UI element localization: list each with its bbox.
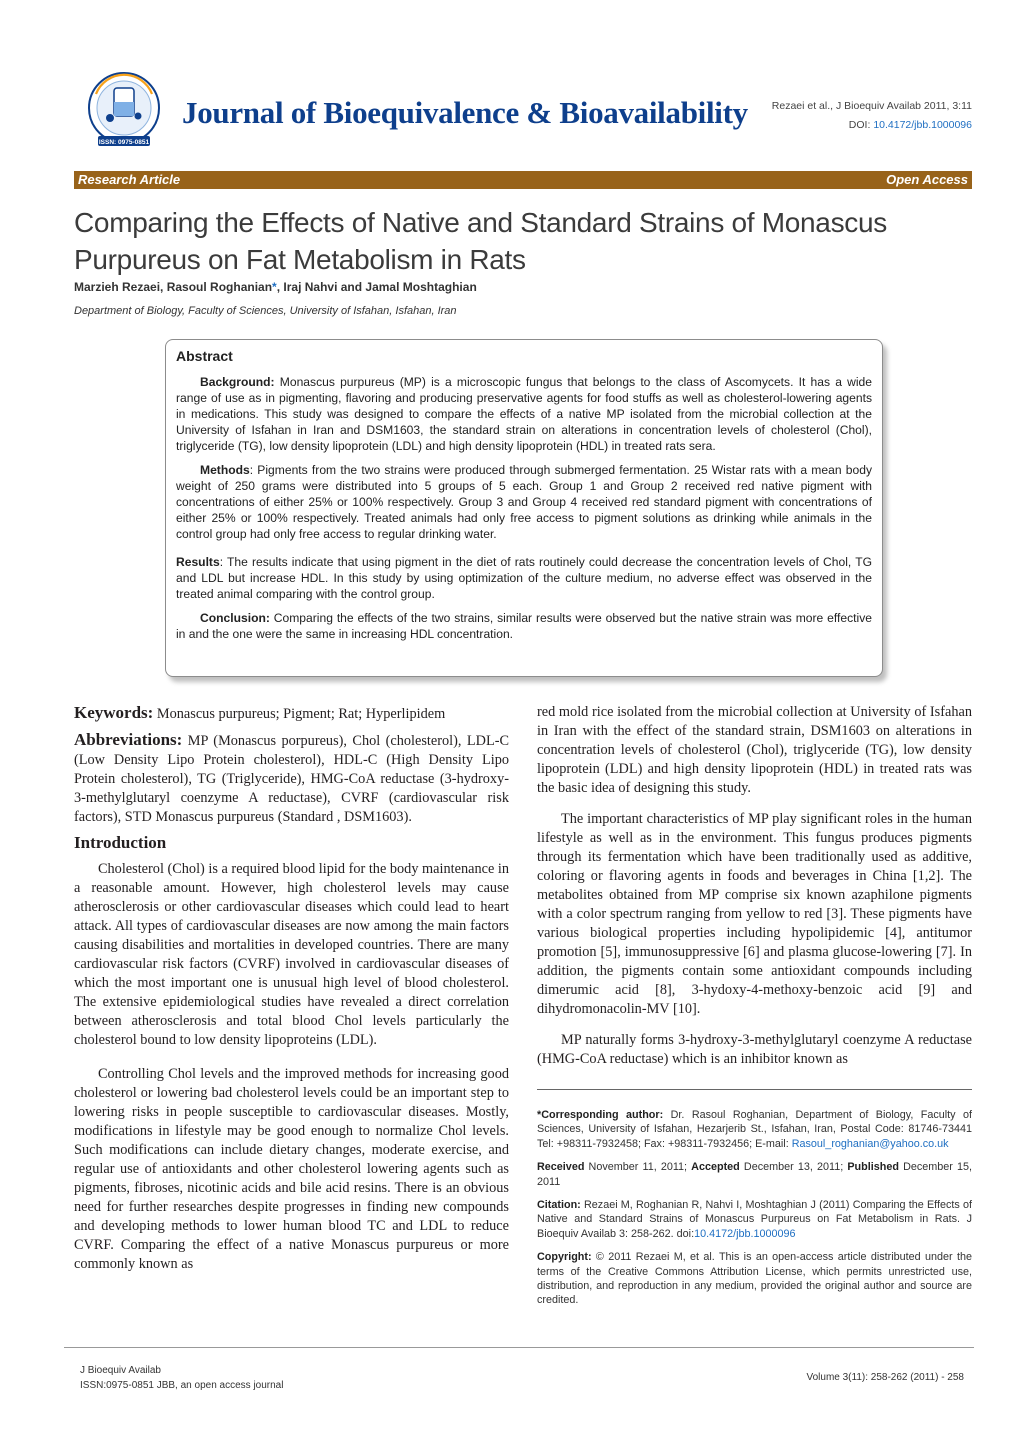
article-type-bar	[74, 171, 972, 189]
footer-journal: J Bioequiv Availab	[80, 1365, 161, 1376]
abstract-conclusion: Conclusion: Comparing the effects of the two strains, similar results were observed but the native strain was more effective in and the one were the same in increasing HDL concentration.	[176, 611, 872, 641]
logo-issn: ISSN: 0975-0851	[98, 139, 150, 146]
abstract-heading: Abstract	[176, 348, 233, 364]
footer-volume: Volume 3(11): 258-262 (2011) - 258	[806, 1372, 964, 1383]
article-type: Research Article	[78, 172, 181, 187]
doi-label: DOI:	[848, 119, 871, 131]
corresponding-author: *Corresponding author: Dr. Rasoul Roghanian, Department of Biology, Faculty of Sciences, University of Isfahan, Hezarjerib St., Isfahan, Iran, Postal Code: 81746-73441 Tel: +98311-7932458; Fax: +98311-7932456; E-mail: Rasoul_roghanian@yahoo.co.uk	[537, 1109, 972, 1150]
footer-left	[80, 1363, 283, 1393]
dates: Received November 11, 2011; Accepted December 13, 2011; Published December 15, 2011	[537, 1161, 973, 1188]
abstract-methods: Methods: Pigments from the two strains were produced through submerged fermentation. 25 Wistar rats with a mean body weight of 250 grams were distributed into 5 groups of 5 each. Group 1 and Group 2 received red native pigment with concentrations of either 25% or 100% respectively. Group 3 and Group 4 received red standard pigment with concentrations of either 25% or 100% respectively. Treated animals had only free access to pigment solutions as drinking while animals in the control group had only free access to regular drinking water.	[176, 463, 872, 541]
footer-divider	[64, 1347, 974, 1348]
authors-rest: , Iraj Nahvi and Jamal Moshtaghian	[276, 280, 477, 294]
citation-line: Rezaei et al., J Bioequiv Availab 2011, 3:11	[771, 100, 972, 112]
abbreviations: Abbreviations: MP (Monascus porpureus), Chol (cholesterol), LDL-C (Low Density Lipo Protein cholesterol), HDL-C (High Density Lipo Protein cholesterol), TG (Triglyceride), HMG-CoA reductase (3-hydroxy-3-methylglutaryl coenzyme A reductase), CVRF (cardiovascular risk factors), STD Monascus purpureus (Standard , DSM1603).	[74, 730, 509, 825]
body-paragraph-2: The important characteristics of MP play significant roles in the human lifestyle as well as in the environment. This fungus produces pigments through its fermentation which have been traditionally used as additive, coloring or flavoring agents in foods and beverages in China [1,2]. The metabolites obtained from MP comprise six known azaphilone pigments with a color spectrum ranging from yellow to red [3]. These pigments have various biological properties including hypolipidemic [4], antitumor promotion [5], immunosuppressive [6] and plasma glucose-lowering [7]. In addition, the pigments contain some antioxidant compounds including dimerumic acid [8], 3-hydoxy-4-methoxy-benzoic acid [9] and dihydromonacolin-MV [10].	[537, 811, 972, 1017]
journal-logo	[76, 70, 172, 152]
notes-divider	[537, 1089, 972, 1090]
abstract-body	[176, 374, 872, 650]
article-notes	[537, 1108, 972, 1317]
authors-first: Marzieh Rezaei, Rasoul Roghanian	[74, 280, 273, 294]
intro-paragraph-2: Controlling Chol levels and the improved methods for increasing good cholesterol or lowering bad cholesterol levels could be an important step to lowering risks in people susceptible to cardiovascular diseases. Mostly, modifications in lifestyle may be good enough to normalize Chol levels. Such modifications can include dietary changes, moderate exercise, and regular use of antioxidants and other cholesterol lowering agents such as pigments, fibroses, nicotinic acids and bile acid resins. There is an obvious need for further researches despite progresses in finding new compounds and developing methods to lower human blood TC and LDL to reduce CVRF. Comparing the effect of a native Monascus purpureus or more commonly known as	[74, 1066, 509, 1272]
abstract-box	[165, 339, 883, 677]
body-paragraph-1: red mold rice isolated from the microbial collection at University of Isfahan in Iran with the effect of the standard strain, DSM1603 on alterations in concentration levels of cholesterol (Chol), triglyceride (TG), low density lipoprotein (LDL) and high density lipoprotein (HDL) in treated rats was the basic idea of designing this study.	[537, 704, 972, 796]
body-paragraph-3: MP naturally forms 3-hydroxy-3-methylglutaryl coenzyme A reductase (HMG-CoA reductase) which is an inhibitor known as	[537, 1032, 972, 1067]
left-column	[74, 703, 509, 1274]
doi-link[interactable]: 10.4172/jbb.1000096	[873, 119, 972, 131]
keywords: Keywords: Monascus purpureus; Pigment; Rat; Hyperlipidem	[74, 703, 446, 722]
abstract-results: Results: The results indicate that using pigment in the diet of rats routinely could decrease the concentration levels of Chol, TG and LDL but increase HDL. In this study by using optimization of the culture medium, no adverse effect was observed in the treated animal comparing with the control group.	[176, 555, 872, 601]
abstract-background: Background: Monascus purpureus (MP) is a microscopic fungus that belongs to the class of Ascomycets. It has a wide range of use as in pigmenting, flavoring and producing preservative agents for food stuffs as well as cholesterol-lowering agents in medications. This study was designed to compare the effects of a native MP isolated from the microbial collection at the University of Isfahan in Iran and DSM1603, the standard strain on alterations in concentration levels of cholesterol (Chol), triglyceride (TG), low density lipoprotein (LDL) and high density lipoprotein (HDL) in treated rats sera.	[176, 375, 872, 453]
intro-paragraph-1: Cholesterol (Chol) is a required blood lipid for the body maintenance in a reasonable amount. However, high cholesterol levels may cause atherosclerosis or other cardiovascular diseases which could lead to heart attack. All types of cardiovascular diseases are now among the main factors causing disabilities and mortalities in developed countries. There are many cardiovascular risk factors (CVRF) involved in cardiovascular diseases of which the most important one is unusual high level of blood cholesterol. The extensive epidemiological studies have revealed a direct correlation between atherosclerosis and total blood Chol levels particularly the cholesterol bound to low density lipoproteins (LDL).	[74, 861, 509, 1048]
affiliation: Department of Biology, Faculty of Sciences, University of Isfahan, Isfahan, Iran	[74, 305, 457, 317]
citation-doi-link[interactable]: 10.4172/jbb.1000096	[694, 1227, 796, 1240]
copyright: Copyright: © 2011 Rezaei M, et al. This is an open-access article distributed under the terms of the Creative Commons Attribution License, which permits unrestricted use, distribution, and reproduction in any medium, provided the original author and source are credited.	[537, 1251, 972, 1307]
right-column	[537, 703, 972, 1069]
open-access-label: Open Access	[886, 172, 968, 187]
doi-line	[772, 116, 972, 135]
authors	[74, 280, 477, 294]
header-citation	[772, 97, 972, 135]
journal-title: Journal of Bioequivalence & Bioavailability	[182, 95, 748, 130]
corresponding-star[interactable]: *	[272, 280, 277, 294]
introduction-heading: Introduction	[74, 833, 167, 852]
article-title: Comparing the Effects of Native and Standard Strains of Monascus Purpureus on Fat Metabolism in Rats	[74, 207, 887, 275]
email-link[interactable]: Rasoul_roghanian@yahoo.co.uk	[791, 1137, 949, 1150]
footer-issn: ISSN:0975-0851 JBB, an open access journal	[80, 1380, 284, 1391]
citation: Citation: Rezaei M, Roghanian R, Nahvi I, Moshtaghian J (2011) Comparing the Effects of Native and Standard Strains of Monascus Purpureus on Fat Metabolism in Rats. J Bioequiv Availab 3: 258-262. doi:10.4172/jbb.1000096	[537, 1199, 972, 1240]
